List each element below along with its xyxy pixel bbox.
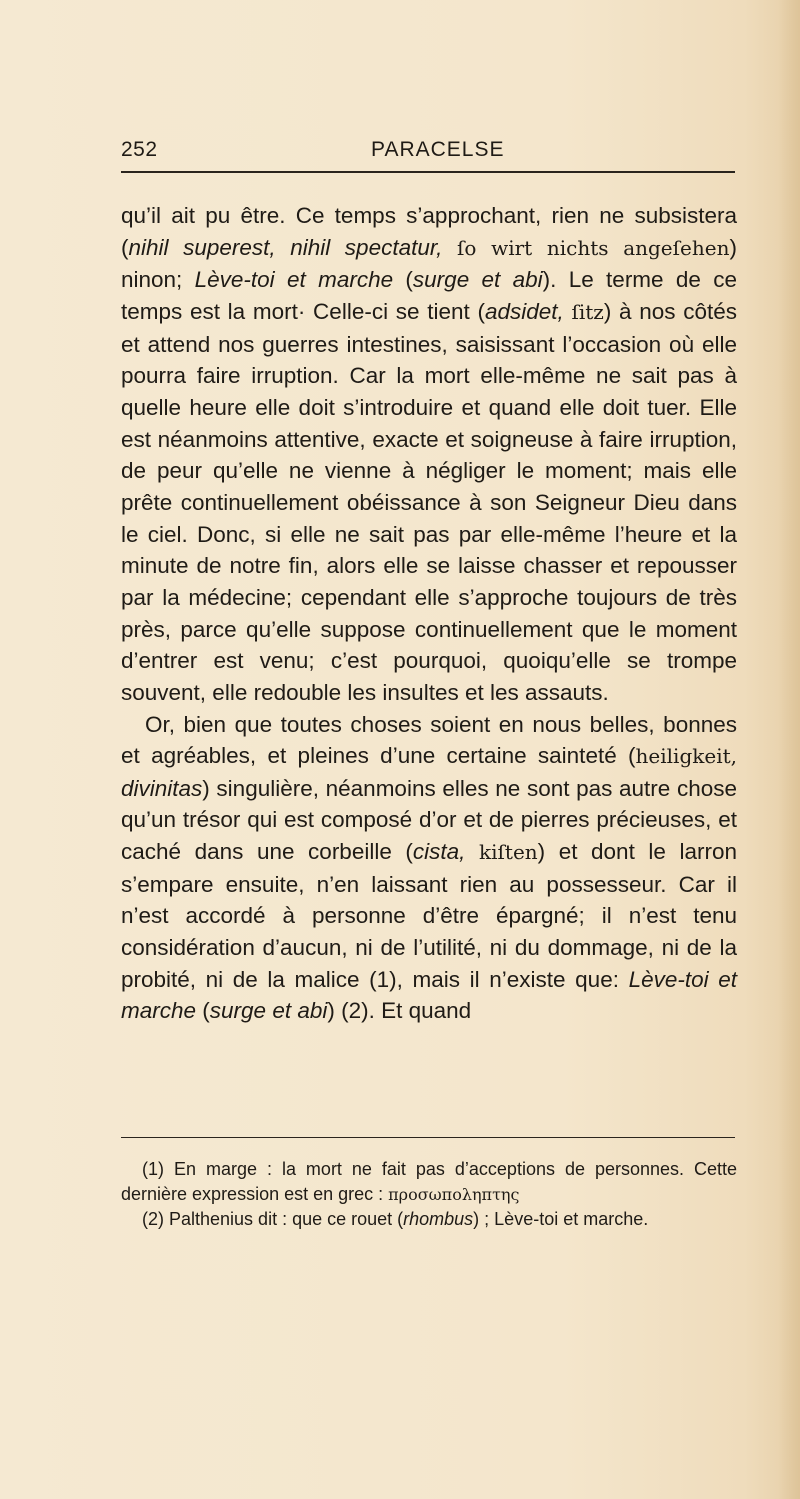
text-run xyxy=(465,839,479,864)
text-run: qu’il ait pu être. Ce temps s’approchant, rien ne subsistera ( xyxy=(121,203,737,260)
latin-gloss: rhombus xyxy=(403,1209,474,1229)
footnote-rule xyxy=(121,1137,735,1138)
footnote-text: (1) En marge : la mort ne fait pas d’acceptions de personnes. Cette dernière expression est en grec : xyxy=(121,1159,737,1204)
text-run: ) (2). Et quand xyxy=(327,998,472,1024)
german-gloss: ſitz xyxy=(571,299,604,324)
text-run: ). Le terme de ce temps est la mort· Celle-ci se tient ( xyxy=(121,267,737,324)
paragraph-1 xyxy=(121,200,737,709)
page-edge-shading xyxy=(778,0,800,1499)
greek-word: προσωποληπτης xyxy=(388,1185,520,1204)
text-run: ) ninon; xyxy=(121,234,737,293)
german-gloss: ſo wirt nichts angeſehen xyxy=(456,235,730,260)
latin-gloss: nihil superest, nihil spectatur, xyxy=(128,234,443,260)
footnote-text: ) ; Lève-toi et marche. xyxy=(473,1209,649,1229)
latin-gloss: surge et abi xyxy=(209,998,328,1024)
latin-gloss: divinitas xyxy=(121,775,203,801)
body-text xyxy=(121,200,737,1027)
header-rule xyxy=(121,171,735,173)
footnote-text: (2) Palthenius dit : que ce rouet ( xyxy=(142,1209,404,1229)
footnote-1 xyxy=(121,1157,737,1207)
paragraph-2 xyxy=(121,709,737,1028)
footnote-2 xyxy=(121,1207,737,1232)
italic-phrase: Lève-toi et marche xyxy=(121,966,738,1024)
text-run: ) et dont le larron s’empare ensuite, n’en laissant rien au possesseur. Car il n’est accordé à personne d’être épargné; il n’est tenu considération d’aucun, ni de l’utilité, ni du dommage, ni de la probité, ni de la malice (1), mais il n’existe que: xyxy=(121,839,737,992)
page-header xyxy=(121,138,735,168)
german-gloss: heiligkeit, xyxy=(635,744,737,769)
text-run: ( xyxy=(393,267,413,293)
latin-gloss: cista, xyxy=(412,839,466,865)
text-run: ) à nos côtés et attend nos guerres intestines, saisissant l’occasion où elle pourra faire irruption. Car la mort elle-même ne sait pas à quelle heure elle doit s’introduire et quand elle doit tuer. Elle est néanmoins attentive, exacte et soigneuse à faire irruption, de peur qu’elle ne vienne à négliger le moment; mais elle prête continuellement obéissance à son Seigneur Dieu dans le ciel. Donc, si elle ne sait pas par elle-même l’heure et la minute de notre fin, alors elle se laisse chasser et repousser par la médecine; cependant elle s’approche toujours de très près, parce qu’elle suppose continuellement que le moment d’entrer est venu; c’est pourquoi, quoiqu’elle se trompe souvent, elle redouble les insultes et les assauts. xyxy=(121,298,737,705)
text-run: ) singulière, néanmoins elles ne sont pas autre chose qu’un trésor qui est composé d’or et de pierres précieuses, et caché dans une corbeille ( xyxy=(121,775,737,865)
latin-gloss: surge et abi xyxy=(412,267,543,293)
footnotes xyxy=(121,1157,737,1232)
italic-phrase: Lève-toi et marche xyxy=(194,267,394,293)
text-run: Or, bien que toutes choses soient en nous belles, bonnes et agréables, et pleines d’une certaine sainteté ( xyxy=(121,711,737,769)
text-run xyxy=(442,235,457,260)
page-number: 252 xyxy=(121,138,158,161)
running-title: PARACELSE xyxy=(371,138,505,161)
latin-gloss: adsidet, xyxy=(484,298,564,324)
text-run: ( xyxy=(196,998,210,1024)
german-gloss: kiſten xyxy=(478,840,538,865)
